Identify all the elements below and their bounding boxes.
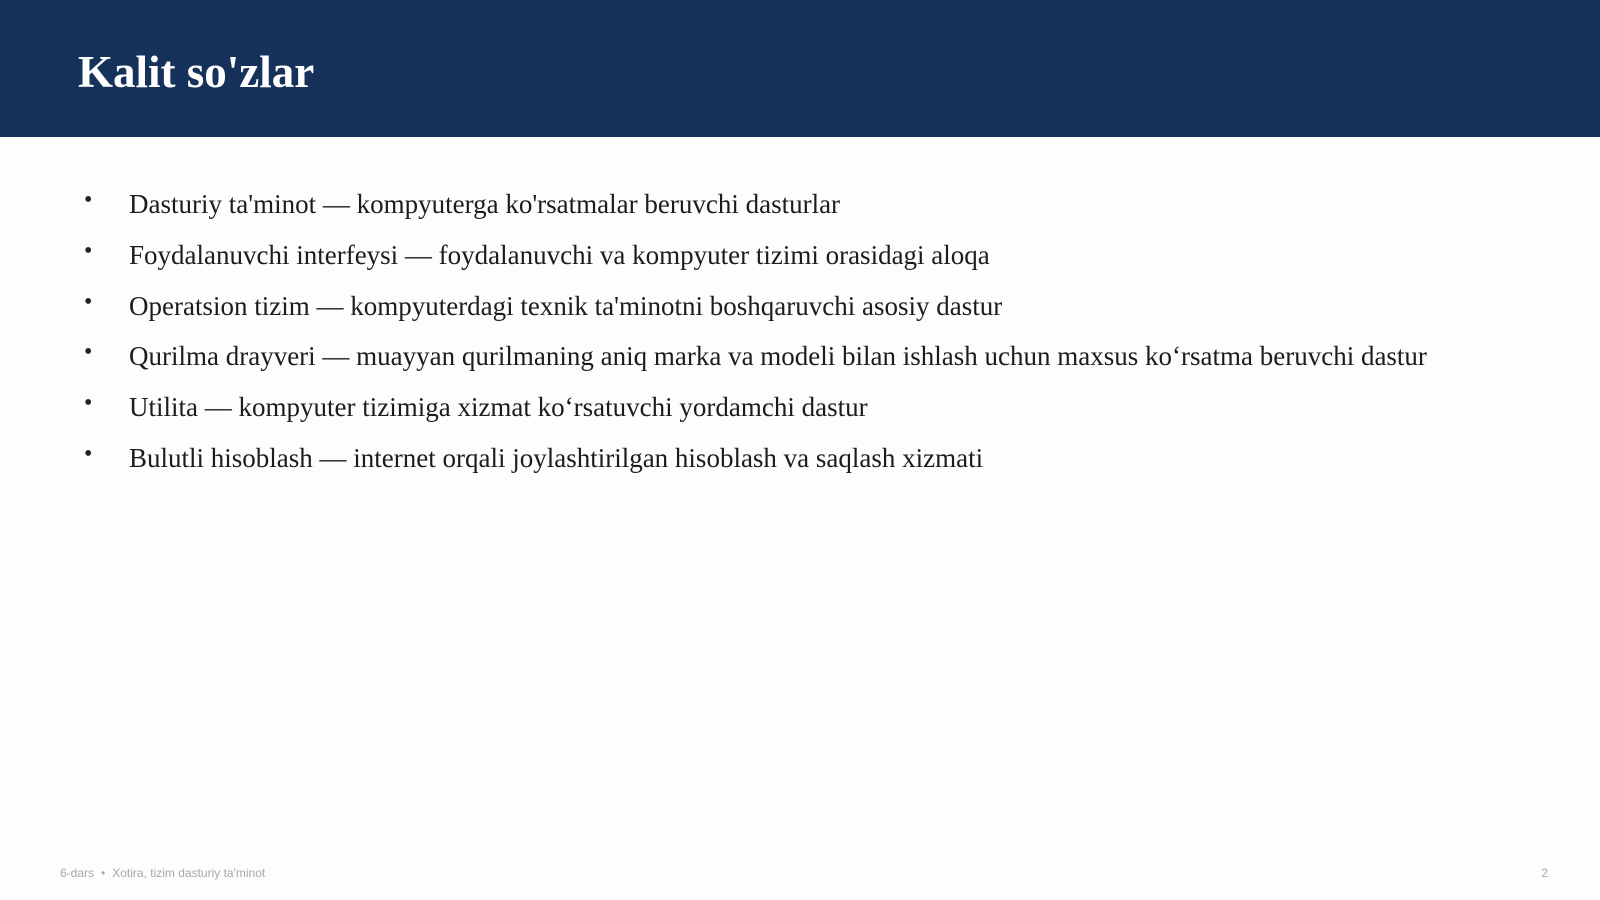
bullet-item xyxy=(84,438,1564,489)
slide-title: Kalit so'zlar xyxy=(78,47,315,97)
bullet-item xyxy=(84,235,1564,286)
footer-separator: • xyxy=(101,866,106,880)
footer-lesson-label: 6-dars xyxy=(60,866,95,880)
bullet-icon: • xyxy=(84,237,93,264)
bullet-icon: • xyxy=(84,339,93,366)
bullet-item xyxy=(84,286,1564,337)
slide-header xyxy=(0,0,1600,137)
bullet-icon: • xyxy=(84,288,93,315)
bullet-icon: • xyxy=(84,187,93,213)
bullet-item xyxy=(84,336,1564,387)
bullet-text: Bulutli hisoblash — internet orqali joylashtirilgan hisoblash va saqlash xizmati xyxy=(129,442,984,473)
bullet-item xyxy=(84,387,1564,438)
bullet-text: Qurilma drayveri — muayyan qurilmaning aniq marka va modeli bilan ishlash uchun maxsus ko‘rsatma beruvchi dastur xyxy=(129,341,1427,372)
slide-page-number: 2 xyxy=(1541,866,1548,880)
footer-topic-label: Xotira, tizim dasturiy ta'minot xyxy=(112,866,266,880)
bullet-item xyxy=(84,184,1564,235)
bullet-icon: • xyxy=(84,390,93,417)
bullet-text: Dasturiy ta'minot — kompyuterga ko'rsatmalar beruvchi dasturlar xyxy=(129,189,841,219)
keyword-bullet-list xyxy=(84,184,1564,489)
bullet-icon: • xyxy=(84,440,93,467)
bullet-text: Foydalanuvchi interfeysi — foydalanuvchi va kompyuter tizimi orasidagi aloqa xyxy=(129,239,990,270)
bullet-text: Utilita — kompyuter tizimiga xizmat ko‘rsatuvchi yordamchi dastur xyxy=(129,392,868,423)
bullet-text: Operatsion tizim — kompyuterdagi texnik ta'minotni boshqaruvchi asosiy dastur xyxy=(129,290,1003,321)
slide-footer xyxy=(60,864,265,882)
